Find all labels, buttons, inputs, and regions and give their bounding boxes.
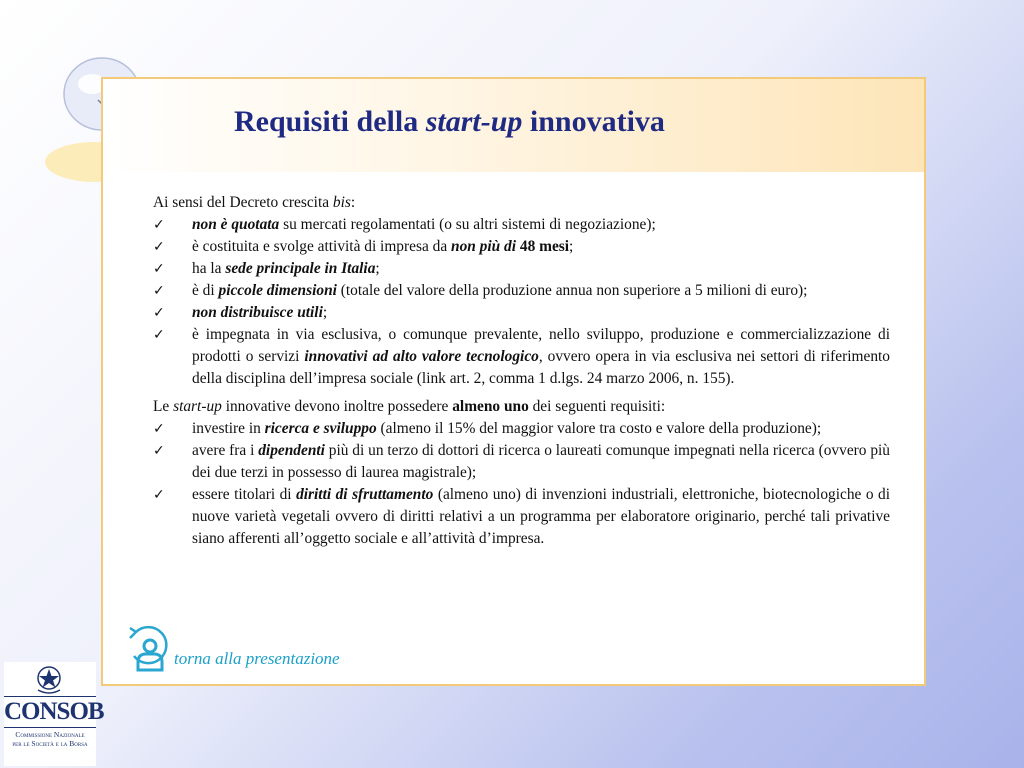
list-item: ✓ investire in ricerca e sviluppo (almeno il 15% del maggior valore tra costo e valore della produzione); — [153, 418, 890, 440]
check-icon: ✓ — [153, 305, 165, 321]
additional-requirements-intro: Le start-up innovative devono inoltre possedere almeno uno dei seguenti requisiti: — [153, 398, 666, 415]
list-item: ✓ essere titolari di diritti di sfruttamento (almeno uno) di invenzioni industriali, elettroniche, biotecnologiche o di nuove varietà vegetali ovvero di diritti relativi a un programma per elaboratore originario, perché tali privative siano afferenti all’oggetto sociale e all’attività d’impresa. — [153, 486, 890, 547]
list-item: ✓ avere fra i dipendenti più di un terzo di dottori di ricerca o laureati comunque impegnati nella ricerca (ovvero più dei due terzi in possesso di laurea magistrale); — [153, 442, 890, 481]
list-item: ✓ non è quotata su mercati regolamentati (o su altri sistemi di negoziazione); — [153, 214, 890, 236]
check-icon: ✓ — [153, 283, 165, 299]
list-item: ✓ è di piccole dimensioni (totale del valore della produzione annua non superiore a 5 milioni di euro); — [153, 280, 890, 302]
check-icon: ✓ — [153, 261, 165, 277]
additional-requirements-list — [153, 418, 890, 550]
intro-text: Ai sensi del Decreto crescita bis: — [153, 194, 356, 211]
consob-logo — [4, 662, 104, 766]
republic-emblem-icon — [34, 664, 64, 696]
requirements-text — [153, 192, 890, 550]
check-icon: ✓ — [153, 443, 165, 459]
list-item: ✓ ha la sede principale in Italia; — [153, 258, 890, 280]
list-item: ✓ è impegnata in via esclusiva, o comunque prevalente, nello sviluppo, produzione e commercializzazione di prodotti o servizi innovativi ad alto valore tecnologico, ovvero opera in via esclusiva nei settori di riferimento della disciplina dell’impresa sociale (link art. 2, comma 1 d.lgs. 24 marzo 2006, n. 155). — [153, 326, 890, 387]
title-bar — [103, 79, 924, 172]
back-to-presentation-link[interactable] — [124, 622, 340, 676]
check-icon: ✓ — [153, 217, 165, 233]
check-icon: ✓ — [153, 487, 165, 503]
check-icon: ✓ — [153, 327, 165, 343]
content-panel — [101, 77, 926, 686]
requirements-list — [153, 214, 890, 390]
list-item: ✓ non distribuisce utili; — [153, 302, 890, 324]
list-item: ✓ è costituita e svolge attività di impresa da non più di 48 mesi; — [153, 236, 890, 258]
logo-subtitle: Commissione Nazionale per le Società e la Borsa — [12, 730, 88, 748]
logo-name: CONSOB — [4, 696, 96, 728]
page-title: Requisiti della start-up innovativa — [234, 105, 665, 138]
check-icon: ✓ — [153, 239, 165, 255]
check-icon: ✓ — [153, 421, 165, 437]
back-link-label[interactable]: torna alla presentazione — [174, 649, 340, 668]
back-person-icon[interactable] — [124, 622, 174, 676]
